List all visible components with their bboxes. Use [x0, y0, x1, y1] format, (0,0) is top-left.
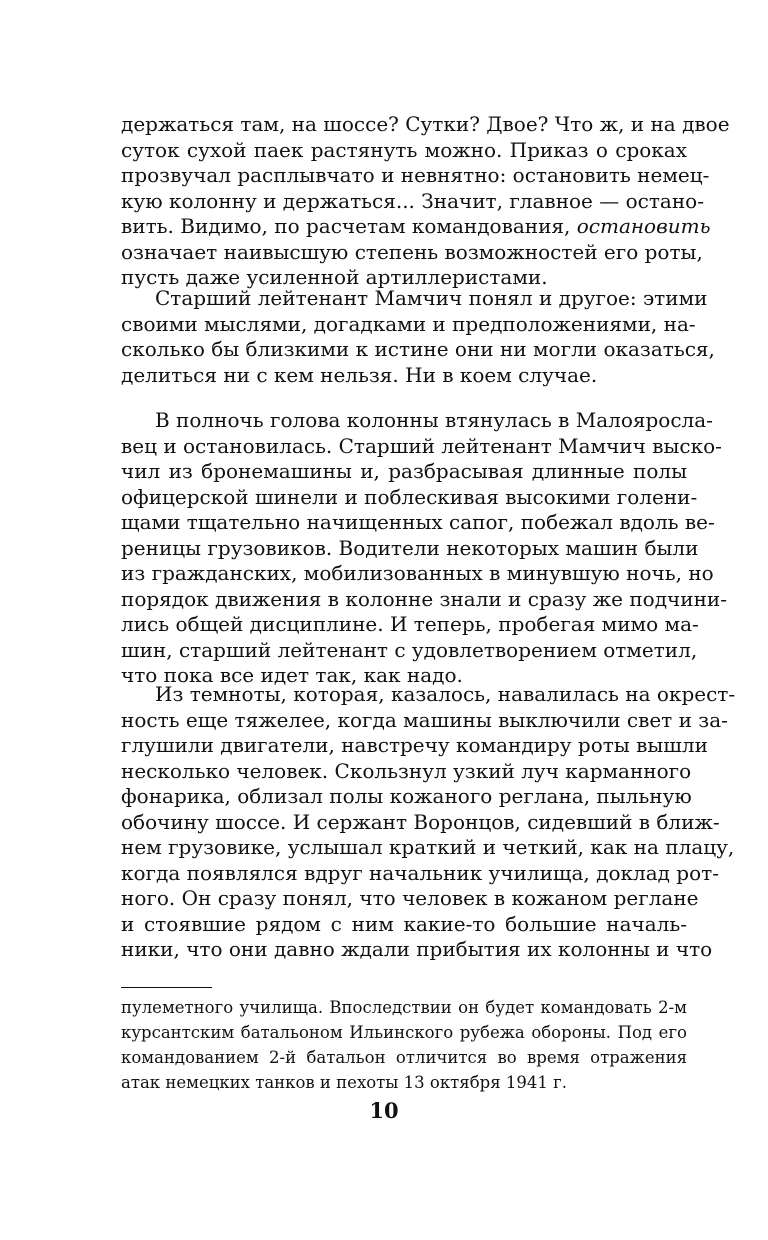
text-line: что пока все идет так, как надо.: [121, 663, 463, 687]
text-line: порядок движения в колонне знали и сразу же подчини-: [121, 586, 727, 611]
text-line: реницы грузовиков. Водители некоторых машин были: [121, 535, 699, 560]
paragraph-1: [121, 112, 730, 291]
text-line: нем грузовике, услышал краткий и четкий, как на плацу,: [121, 835, 735, 859]
emphasized-word: остановить: [576, 214, 711, 238]
text-line: кую колонну и держаться... Значит, главное — остано-: [121, 188, 704, 213]
text-line: [121, 214, 711, 240]
text-line: ность еще тяжелее, когда машины выключили свет и за-: [121, 707, 728, 732]
footnote-separator: [121, 987, 212, 988]
footnote: [121, 995, 687, 1095]
text-line: сколько бы близкими к истине они ни могли оказаться,: [121, 337, 715, 361]
text-line: глушили двигатели, навстречу командиру роты вышли: [121, 733, 708, 757]
text-line: держаться там, на шоссе? Сутки? Двое? Что ж, и на двое: [121, 112, 730, 136]
text-line: когда появлялся вдруг начальник училища, доклад рот-: [121, 860, 719, 885]
paragraph-4: [121, 682, 736, 963]
paragraph-3: [121, 408, 727, 689]
text-line: шин, старший лейтенант с удовлетворением отметил,: [121, 637, 698, 662]
text-line: несколько человек. Скользнул узкий луч карманного: [121, 758, 692, 783]
text-line: обочину шоссе. И сержант Воронцов, сидевший в ближ-: [121, 809, 720, 834]
text-line: означает наивысшую степень возможностей его роты,: [121, 239, 703, 264]
text-line: пусть даже усиленной артиллеристами.: [121, 265, 548, 289]
footnote-line: пулеметного училища. Впоследствии он будет командовать 2-м: [121, 998, 687, 1017]
text-line: из гражданских, мобилизованных в минувшую ночь, но: [121, 561, 714, 585]
text-line: чил из бронемашины и, разбрасывая длинные полы: [121, 459, 687, 483]
paragraph-2: [121, 286, 715, 388]
footnote-line: атак немецких танков и пехоты 13 октября 1941 г.: [121, 1073, 567, 1092]
text-line: В полночь голова колонны втянулась в Малояросла-: [155, 408, 713, 432]
footnote-line: курсантским батальоном Ильинского рубежа обороны. Под его: [121, 1023, 687, 1042]
text-line: фонарика, облизал полы кожаного реглана, пыльную: [121, 784, 692, 808]
text-line-segment: вить. Видимо, по расчетам командования,: [121, 214, 577, 238]
text-line: лись общей дисциплине. И теперь, пробегая мимо ма-: [121, 612, 699, 636]
text-line: вец и остановилась. Старший лейтенант Мамчич выско-: [121, 433, 722, 458]
text-line: и стоявшие рядом с ним какие-то большие началь-: [121, 911, 687, 936]
text-line: делиться ни с кем нельзя. Ни в коем случае.: [121, 362, 598, 387]
text-line: прозвучал расплывчато и невнятно: остановить немец-: [121, 163, 710, 187]
text-line: ного. Он сразу понял, что человек в кожаном реглане: [121, 886, 699, 910]
text-line: Старший лейтенант Мамчич понял и другое: этими: [155, 286, 708, 310]
footnote-line: командованием 2-й батальон отличится во время отражения: [121, 1048, 687, 1067]
text-line: суток сухой паек растянуть можно. Приказ о сроках: [121, 137, 687, 162]
text-line: щами тщательно начищенных сапог, побежал вдоль ве-: [121, 510, 715, 534]
text-line: ники, что они давно ждали прибытия их колонны и что: [121, 937, 713, 961]
page-number: 10: [369, 1098, 399, 1123]
text-line: офицерской шинели и поблескивая высокими голени-: [121, 484, 698, 509]
text-line: своими мыслями, догадками и предположениями, на-: [121, 311, 696, 336]
text-line: Из темноты, которая, казалось, навалилась на окрест-: [155, 682, 736, 706]
